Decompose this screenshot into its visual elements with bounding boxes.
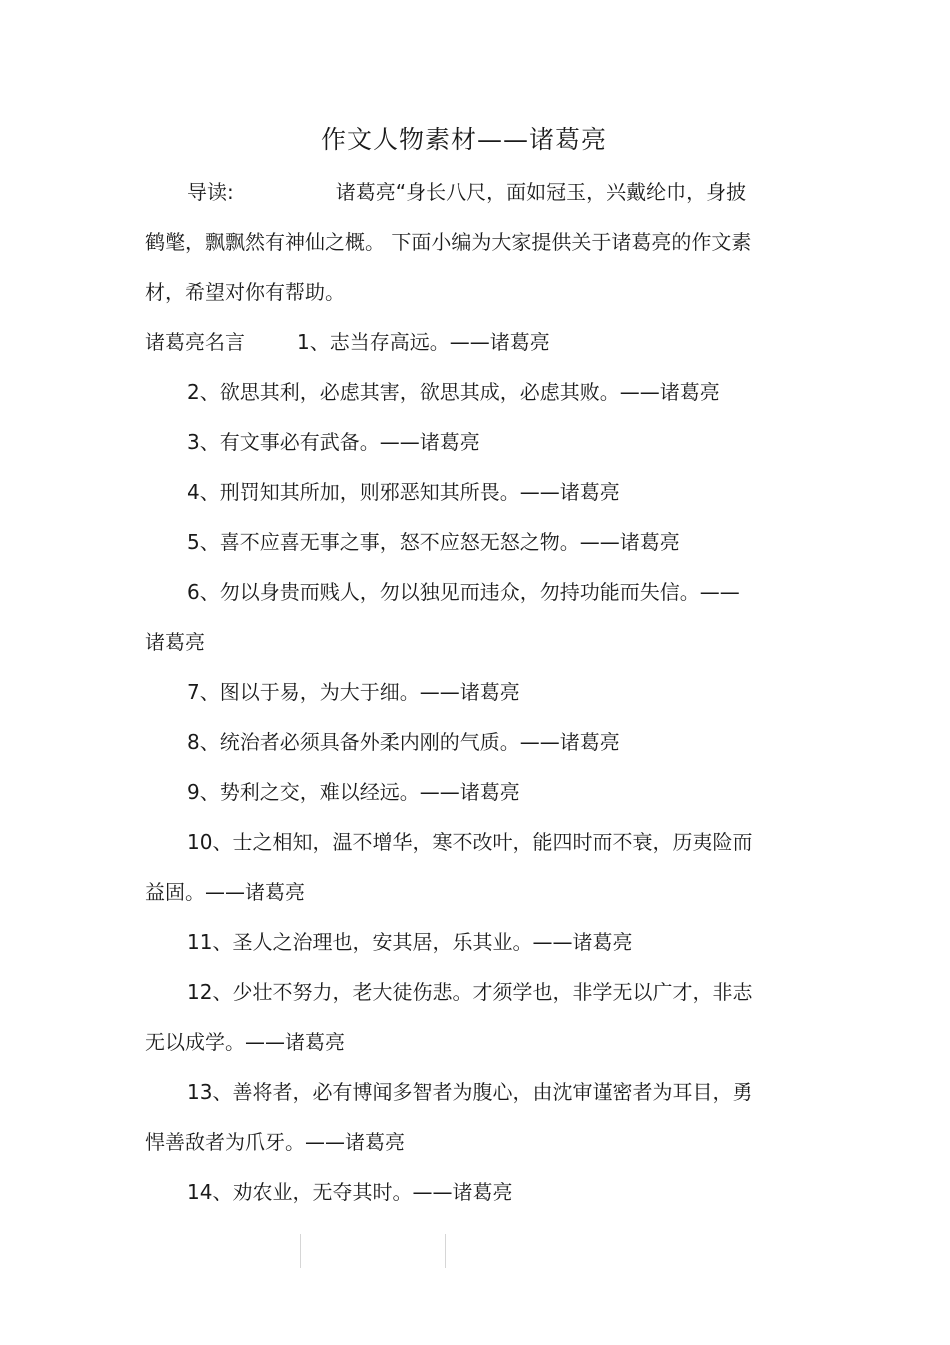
intro-line — [145, 167, 795, 217]
quote-text: 13、善将者，必有博闻多智者为腹心，由沈审谨密者为耳目，勇 — [187, 1080, 753, 1104]
quote-item — [145, 967, 795, 1067]
section-label: 诸葛亮名言 — [145, 330, 245, 354]
intro-label: 导读: — [187, 180, 234, 204]
document-title: 作文人物素材——诸葛亮 — [320, 125, 607, 154]
quote-text: 12、少壮不努力，老大徒伤悲。才须学也，非学无以广才，非志 — [187, 980, 753, 1004]
quote-item — [145, 417, 795, 467]
quote-text-continued: 益固。——诸葛亮 — [145, 880, 305, 904]
quote-item — [145, 917, 795, 967]
quote-item — [145, 467, 795, 517]
intro-line: 材，希望对你有帮助。 — [145, 280, 345, 304]
quote-text: 7、图以于易，为大于细。——诸葛亮 — [187, 680, 520, 704]
quote-text-continued: 诸葛亮 — [145, 630, 205, 654]
quote-item — [145, 817, 795, 917]
quote-text: 9、势利之交，难以经远。——诸葛亮 — [187, 780, 520, 804]
quote-item — [145, 367, 795, 417]
quote-text: 5、喜不应喜无事之事，怒不应怒无怒之物。——诸葛亮 — [187, 530, 680, 554]
quote-text: 10、士之相知，温不增华，寒不改叶，能四时而不衰，历夷险而 — [187, 830, 753, 854]
quote-item — [145, 317, 795, 367]
quote-item — [145, 1167, 795, 1217]
section-heading-line — [145, 317, 795, 367]
quote-text: 8、统治者必须具备外柔内刚的气质。——诸葛亮 — [187, 730, 620, 754]
quote-item — [145, 1067, 795, 1167]
quote-text: 6、勿以身贵而贱人，勿以独见而违众，勿持功能而失信。—— — [187, 580, 740, 604]
quote-text: 2、欲思其利，必虑其害，欲思其成，必虑其败。——诸葛亮 — [187, 380, 720, 404]
quote-text: 1、志当存高远。——诸葛亮 — [297, 330, 550, 354]
quote-text: 11、圣人之治理也，安其居，乐其业。——诸葛亮 — [187, 930, 633, 954]
quote-item — [145, 767, 795, 817]
quote-item — [145, 667, 795, 717]
intro-paragraph — [145, 167, 795, 317]
footer-divider-right — [445, 1234, 446, 1268]
quote-item — [145, 717, 795, 767]
quote-text-continued: 无以成学。——诸葛亮 — [145, 1030, 345, 1054]
footer-divider-left — [300, 1234, 301, 1268]
intro-text: 诸葛亮“身长八尺，面如冠玉，兴戴纶巾，身披 — [335, 180, 747, 204]
quote-item — [145, 567, 795, 667]
intro-line: 鹤氅，飘飘然有神仙之概。 下面小编为大家提供关于诸葛亮的作文素 — [145, 230, 752, 254]
quote-text: 4、刑罚知其所加，则邪恶知其所畏。——诸葛亮 — [187, 480, 620, 504]
quote-text-continued: 悍善敌者为爪牙。——诸葛亮 — [145, 1130, 405, 1154]
quote-text: 3、有文事必有武备。——诸葛亮 — [187, 430, 480, 454]
quote-text: 14、劝农业，无夺其时。——诸葛亮 — [187, 1180, 513, 1204]
quote-item — [145, 517, 795, 567]
